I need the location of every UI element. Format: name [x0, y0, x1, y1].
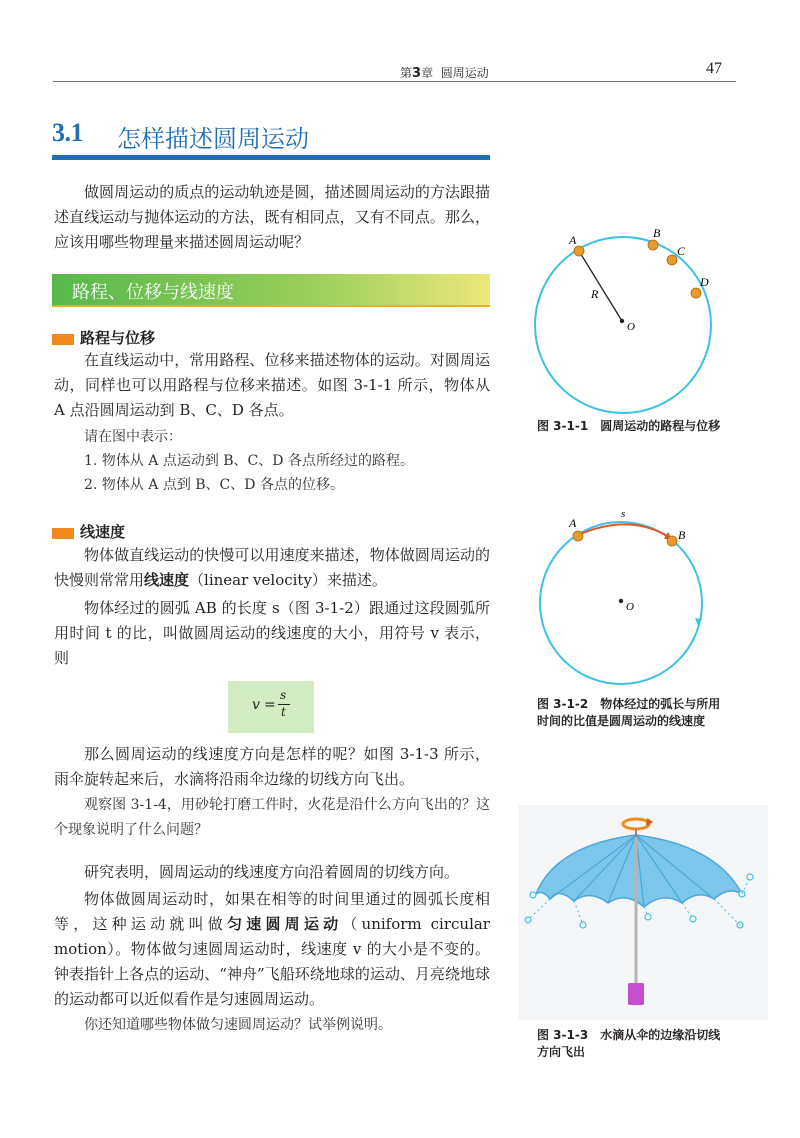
running-header [400, 64, 489, 81]
point-c [667, 255, 677, 265]
figure-3-1-2-caption-line-2: 时间的比值是圆周运动的线速度 [537, 714, 706, 728]
velocity-formula-box [228, 681, 314, 733]
subsection-underline [52, 305, 490, 307]
path-circle [535, 237, 711, 413]
umbrella-handle [628, 983, 644, 1005]
label-o: O [627, 321, 635, 333]
label-a: A [569, 516, 577, 530]
figure-3-1-3 [518, 805, 768, 1020]
point-a [574, 246, 584, 256]
figure-3-1-3-caption-line-2: 方向飞出 [537, 1045, 586, 1059]
observe-activity: 观察图 3-1-4，用砂轮打磨工件时，火花是沿什么方向飞出的？这个现象说明了什么问题？ [54, 797, 490, 838]
point-d [691, 288, 701, 298]
velocity-paragraph-2: 物体经过的圆弧 AB 的长度 s（图 3-1-2）跟通过这段圆弧所用时间 t 的比，叫做圆周运动的线速度的大小，用符号 v 表示，则 [54, 599, 490, 667]
center-dot [620, 319, 624, 323]
path-displacement-heading: 路程与位移 [80, 329, 156, 347]
intro-paragraph: 做圆周运动的质点的运动轨迹是圆，描述圆周运动的方法跟描述直线运动与抛体运动的方法，既有相同点，又有不同点。那么，应该用哪些物理量来描述圆周运动呢？ [54, 183, 490, 251]
task-item-1: 1. 物体从 A 点运动到 B、C、D 各点所经过的路程。 [84, 453, 414, 469]
header-rule [53, 81, 736, 82]
velocity-paragraph-1: 物体做直线运动的快慢可以用速度来描述，物体做圆周运动的快慢则常常用线速度（linear velocity）来描述。 [54, 546, 490, 589]
term-linear-velocity: 线速度 [144, 571, 190, 589]
label-b: B [678, 528, 686, 542]
section-rule [52, 155, 490, 160]
velocity-paragraph-3: 那么圆周运动的线速度方向是怎样的呢？如图 3-1-3 所示，雨伞旋转起来后，水滴将沿雨伞边缘的切线方向飞出。 [54, 745, 490, 788]
chapter-number: 3 [412, 66, 422, 81]
label-r: R [591, 287, 599, 301]
velocity-paragraph-4: 研究表明，圆周运动的线速度方向沿着圆周的切线方向。 [84, 863, 460, 881]
chapter-prefix: 第 [400, 66, 413, 80]
figure-3-1-1-caption: 图 3-1-1 圆周运动的路程与位移 [537, 419, 721, 433]
label-d: D [700, 275, 709, 289]
orange-tag-marker [52, 334, 74, 345]
subsection-banner [52, 274, 490, 305]
page-number: 47 [706, 60, 722, 77]
path-displacement-paragraph: 在直线运动中，常用路程、位移来描述物体的运动。对圆周运动，同样也可以用路程与位移来描述。如图 3-1-1 所示，物体从 A 点沿圆周运动到 B、C、D 各点。 [54, 351, 490, 419]
figure-3-1-2-caption-line-1: 图 3-1-2 物体经过的弧长与所用 [537, 697, 721, 711]
figure-3-1-3-caption-line-1: 图 3-1-3 水滴从伞的边缘沿切线 [537, 1028, 721, 1042]
question-activity: 你还知道哪些物体做匀速圆周运动？试举例说明。 [84, 1017, 392, 1033]
orange-tag-marker [52, 528, 74, 539]
label-c: C [677, 244, 686, 258]
label-b: B [653, 226, 661, 240]
section-title: 怎样描述圆周运动 [117, 125, 309, 153]
formula-numerator: s [280, 688, 287, 702]
point-b [667, 536, 677, 546]
velocity-paragraph-5: 物体做圆周运动时，如果在相等的时间里通过的圆弧长度相等，这种运动就叫做匀速圆周运动（uniform circular motion）。物体做匀速圆周运动时，线速度 v 的大小是不变的。钟表指针上各点的运动、“神舟”飞船环绕地球的运动、月亮绕地球的运动都可以近似看作是匀速圆周运动。 [54, 890, 490, 1008]
formula-v: v [252, 697, 260, 713]
radius-line [579, 251, 622, 321]
direction-arrow-icon [695, 618, 702, 626]
point-b [648, 240, 658, 250]
section-number: 3.1 [52, 118, 83, 147]
figure-3-1-1 [520, 215, 750, 415]
velocity-heading: 线速度 [80, 523, 126, 541]
formula-denominator: t [281, 705, 286, 719]
chapter-suffix: 章 [421, 66, 434, 80]
task-intro: 请在图中表示： [84, 429, 182, 445]
center-dot [619, 599, 623, 603]
figure-3-1-2 [520, 505, 750, 690]
point-a [573, 531, 583, 541]
label-a: A [569, 233, 577, 247]
subsection-title: 路程、位移与线速度 [72, 282, 234, 303]
label-s: s [621, 508, 626, 520]
label-o: O [626, 601, 634, 613]
task-item-2: 2. 物体从 A 点到 B、C、D 各点的位移。 [84, 477, 344, 493]
formula-equals: = [264, 697, 276, 713]
term-uniform-circular-motion: 匀速圆周运动 [227, 915, 343, 933]
chapter-title: 圆周运动 [440, 66, 489, 80]
